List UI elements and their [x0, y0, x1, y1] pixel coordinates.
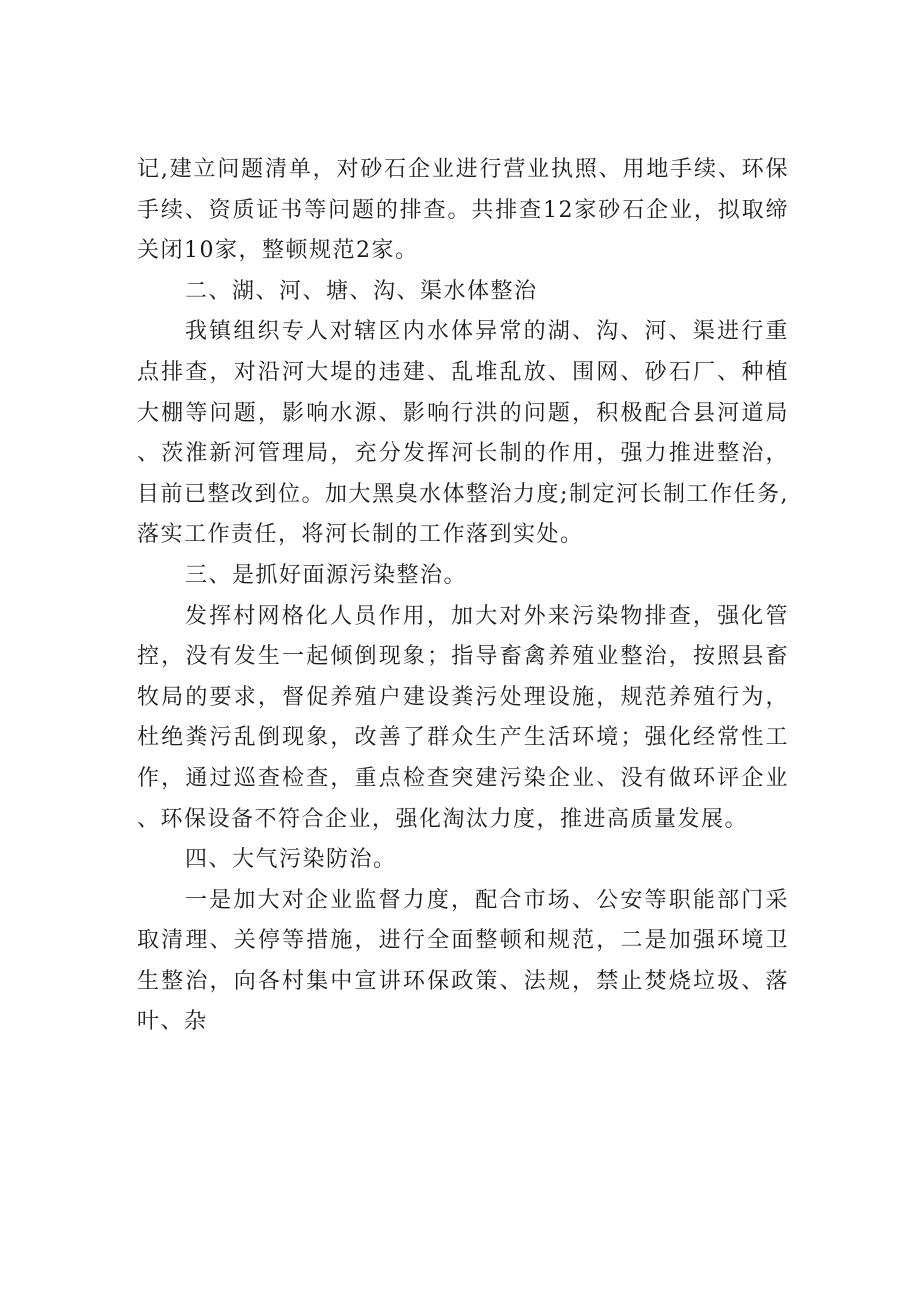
section-heading-water-bodies: 二、湖、河、塘、沟、渠水体整治 — [185, 278, 538, 304]
section-heading-air-pollution: 四、大气污染防治。 — [185, 847, 397, 873]
paragraph-water-bodies: 我镇组织专人对辖区内水体异常的湖、沟、河、渠进行重点排查，对沿河大堤的违建、乱堆乱放、围网、砂石厂、种植大棚等问题，影响水源、影响行洪的问题，积极配合县河道局、茨淮新河管理局，充分发挥河长制的作用，强力推进整治，目前已整改到位。加大黑臭水体整治力度;制定河长制工作任务,落实工作责任，将河长制的工作落到实处。 — [137, 319, 789, 548]
section-heading-non-point-pollution: 三、是抓好面源污染整治。 — [185, 562, 468, 588]
document-body — [137, 150, 789, 1043]
paragraph-continuation: 记,建立问题清单，对砂石企业进行营业执照、用地手续、环保手续、资质证书等问题的排查。共排查12家砂石企业，拟取缔关闭10家，整顿规范2家。 — [137, 157, 789, 264]
paragraph-non-point-pollution: 发挥村网格化人员作用，加大对外来污染物排查，强化管控，没有发生一起倾倒现象；指导畜禽养殖业整治，按照县畜牧局的要求，督促养殖户建设粪污处理设施，规范养殖行为，杜绝粪污乱倒现象，改善了群众生产生活环境；强化经常性工作，通过巡查检查，重点检查突建污染企业、没有做环评企业、环保设备不符合企业，强化淘汰力度，推进高质量发展。 — [137, 603, 789, 832]
paragraph-air-pollution: 一是加大对企业监督力度，配合市场、公安等职能部门采取清理、关停等措施，进行全面整顿和规范，二是加强环境卫生整治，向各村集中宣讲环保政策、法规，禁止焚烧垃圾、落叶、杂 — [137, 887, 789, 1035]
